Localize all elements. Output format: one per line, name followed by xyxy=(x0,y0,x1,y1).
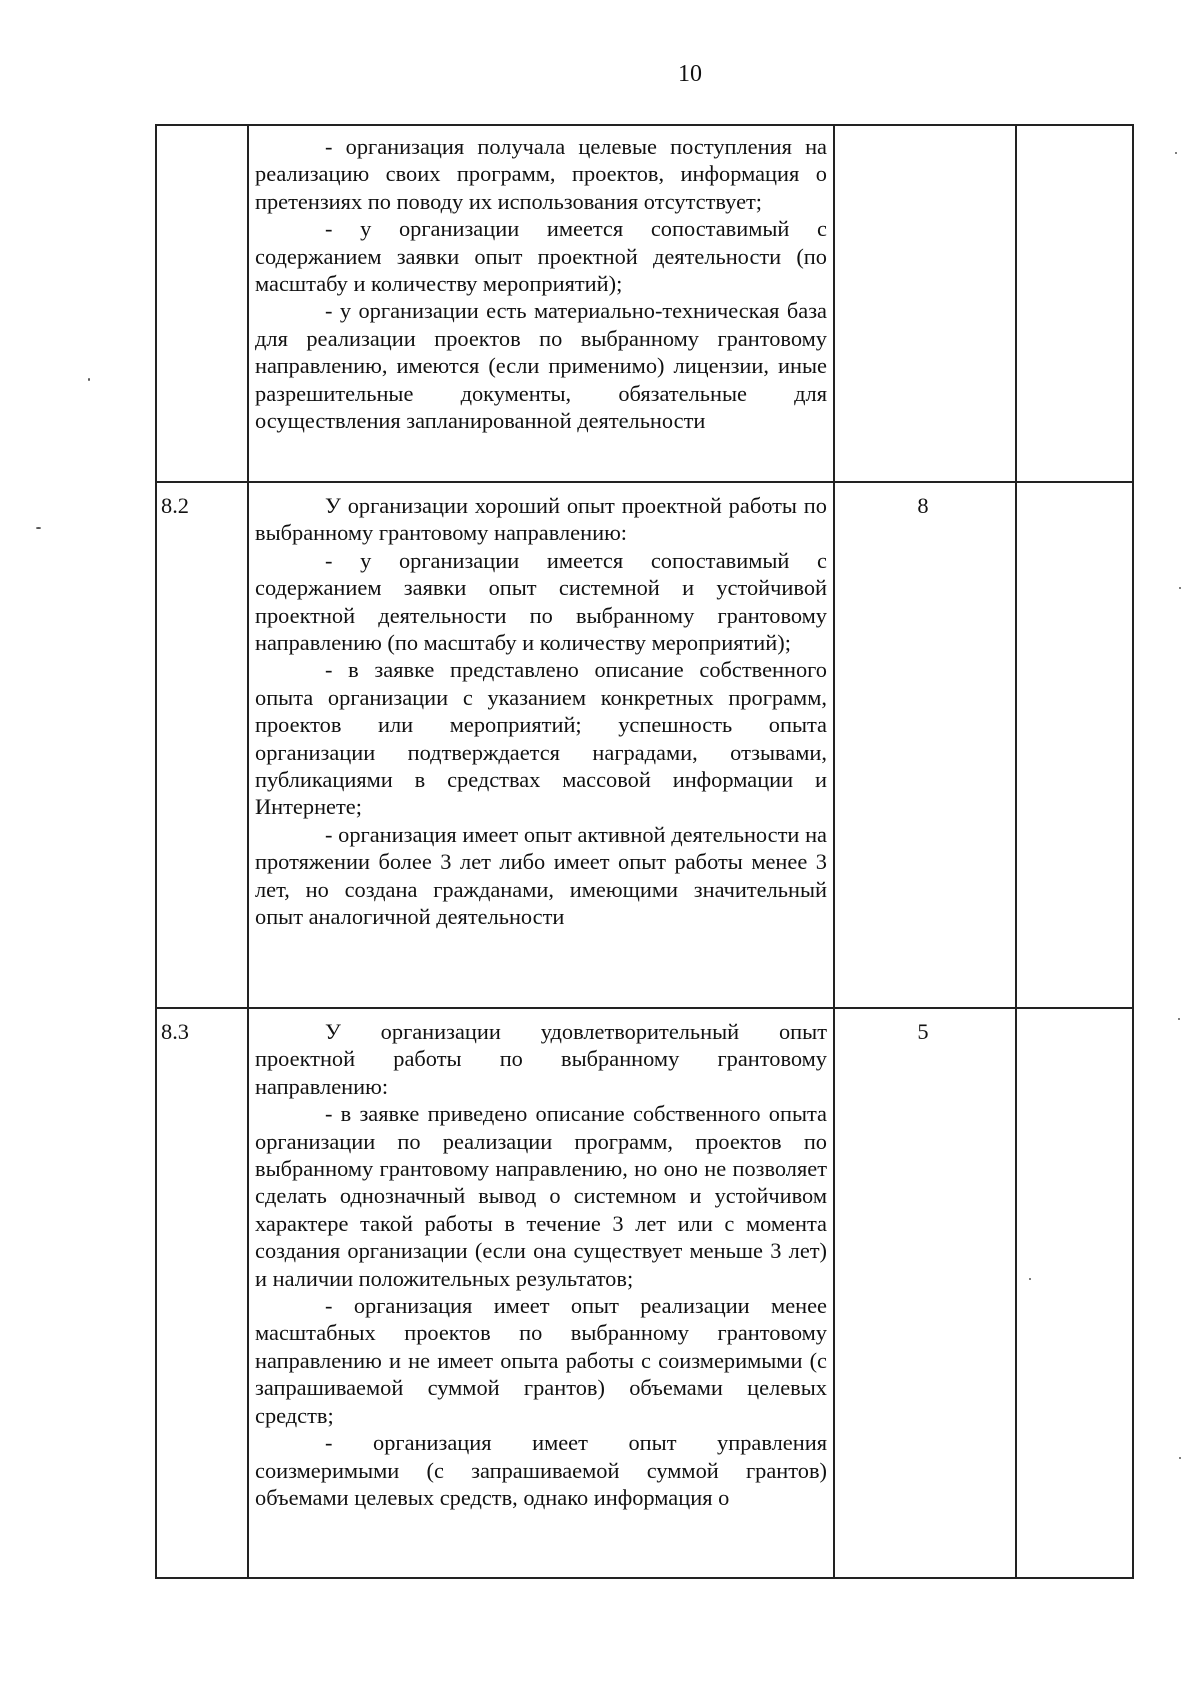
criterion-paragraph: - у организации имеется сопоставимый с содержанием заявки опыт проектной деятельности (по масштабу и количеству мероприятий); xyxy=(255,216,827,297)
criterion-paragraph: У организации хороший опыт проектной работы по выбранному грантовому направлению: xyxy=(255,493,827,546)
score-value: 8 xyxy=(917,493,929,518)
table-divider-1 xyxy=(247,124,249,1579)
table-border-top xyxy=(155,124,1134,126)
criterion-paragraph: - в заявке приведено описание собственного опыта организации по реализации программ, проектов по выбранному грантовому направлению, но оно не позволяет сделать однозначный вывод о системном и устойчивом характере такой работы в течение 3 лет или с момента создания организации (если она существует меньше 3 лет) и наличии положительных результатов; xyxy=(255,1101,827,1291)
scan-speck xyxy=(36,527,41,529)
row-divider-1 xyxy=(155,481,1134,483)
scan-speck xyxy=(88,378,90,381)
row-divider-2 xyxy=(155,1007,1134,1009)
row-number: 8.3 xyxy=(161,1019,189,1044)
scan-speck xyxy=(1179,587,1181,589)
criterion-text xyxy=(255,1018,827,1511)
criterion-paragraph: - организация имеет опыт реализации менее масштабных проектов по выбранному грантовому направлению и не имеет опыта работы с соизмеримыми (с запрашиваемой суммой грантов) объемами целевых средств; xyxy=(255,1293,827,1428)
table-border-left xyxy=(155,124,157,1579)
criterion-paragraph: - организация имеет опыт управления соизмеримыми (с запрашиваемой суммой грантов) объемами целевых средств, однако информация о xyxy=(255,1430,827,1510)
criterion-paragraph: - в заявке представлено описание собственного опыта организации с указанием конкретных программ, проектов или мероприятий; успешность опыта организации подтверждается наградами, отзывами, публикациями в средствах массовой информации и Интернете; xyxy=(255,657,827,820)
table-divider-3 xyxy=(1015,124,1017,1579)
score-value: 5 xyxy=(917,1019,929,1044)
row-number: 8.2 xyxy=(161,493,189,518)
criterion-paragraph: - организация имеет опыт активной деятельности на протяжении более 3 лет либо имеет опыт работы менее 3 лет, но создана гражданами, имеющими значительный опыт аналогичной деятельности xyxy=(255,821,827,930)
criterion-text xyxy=(255,133,827,434)
scan-speck xyxy=(1029,1278,1031,1280)
page-number: 10 xyxy=(678,61,702,87)
criterion-paragraph: - организация получала целевые поступления на реализацию своих программ, проектов, информация о претензиях по поводу их использования отсутствует; xyxy=(255,134,827,214)
criterion-text xyxy=(255,492,827,931)
scan-speck xyxy=(1178,1018,1180,1020)
scan-speck xyxy=(1179,1457,1181,1459)
table-border-bottom xyxy=(155,1577,1134,1579)
table-border-right xyxy=(1132,124,1134,1579)
criterion-paragraph: У организации удовлетворительный опыт проектной работы по выбранному грантовому направлению: xyxy=(255,1019,827,1099)
scan-speck xyxy=(1175,152,1177,154)
criterion-paragraph: - у организации имеется сопоставимый с содержанием заявки опыт системной и устойчивой проектной деятельности по выбранному грантовому направлению (по масштабу и количеству мероприятий); xyxy=(255,547,827,656)
table-divider-2 xyxy=(833,124,835,1579)
criterion-paragraph: - у организации есть материально-техническая база для реализации проектов по выбранному грантовому направлению, имеются (если применимо) лицензии, иные разрешительные документы, обязательные для осуществления запланированной деятельности xyxy=(255,298,827,434)
